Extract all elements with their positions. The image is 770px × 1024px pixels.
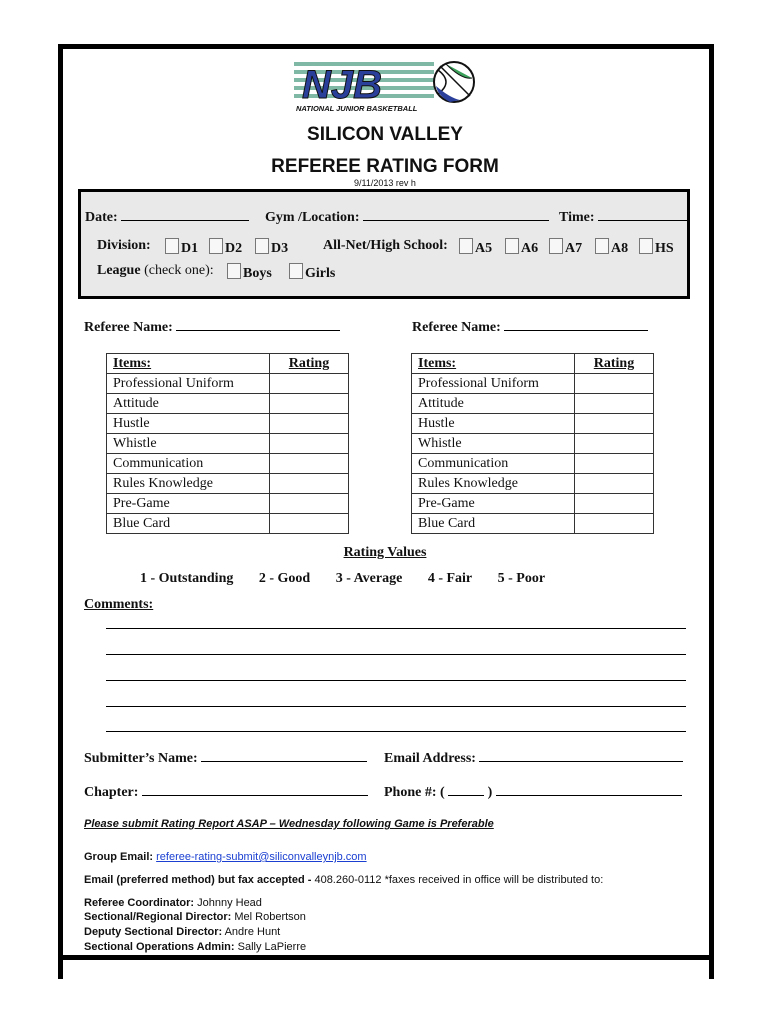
checkbox[interactable] (289, 263, 303, 279)
item-blue-card: Blue Card (107, 514, 270, 534)
bottom-rule (58, 955, 714, 960)
allnet-option-hs[interactable]: HS (639, 238, 674, 257)
item-communication: Communication (107, 454, 270, 474)
rating-cell[interactable] (575, 494, 654, 514)
email-preferred-label: Email (preferred method) but fax accepted - (84, 874, 312, 886)
date-field[interactable] (121, 208, 249, 221)
item-communication: Communication (412, 454, 575, 474)
rating-cell[interactable] (270, 514, 349, 534)
allnet-option-a7[interactable]: A7 (549, 238, 582, 257)
item-hustle: Hustle (107, 414, 270, 434)
contact-referee-coordinator: Referee Coordinator: Johnny Head (84, 897, 262, 909)
referee-name-label-2: Referee Name: (412, 320, 501, 335)
phone-label: Phone #: (384, 785, 437, 800)
item-whistle: Whistle (412, 434, 575, 454)
contact-sectional-director: Sectional/Regional Director: Mel Robertson (84, 911, 306, 923)
checkbox[interactable] (255, 238, 269, 254)
rating-cell[interactable] (270, 374, 349, 394)
rating-cell[interactable] (270, 494, 349, 514)
checkbox[interactable] (459, 238, 473, 254)
rating-table-1 (106, 353, 349, 534)
allnet-label: All-Net/High School: (323, 238, 448, 253)
checkbox[interactable] (549, 238, 563, 254)
comment-line[interactable] (106, 628, 686, 629)
rating-cell[interactable] (270, 434, 349, 454)
comment-line[interactable] (106, 706, 686, 707)
item-pre-game: Pre-Game (107, 494, 270, 514)
fax-info: 408.260-0112 *faxes received in office will be distributed to: (314, 874, 604, 886)
rating-header: Rating (270, 354, 349, 374)
chapter-field[interactable] (142, 783, 368, 796)
group-email-link[interactable]: referee-rating-submit@siliconvalleynjb.com (156, 851, 367, 863)
rating-value-4: 4 - Fair (427, 571, 473, 586)
allnet-option-a8[interactable]: A8 (595, 238, 628, 257)
league-option-girls[interactable]: Girls (289, 263, 335, 282)
gym-label: Gym /Location: (265, 210, 360, 225)
item-hustle: Hustle (412, 414, 575, 434)
checkbox[interactable] (595, 238, 609, 254)
rating-cell[interactable] (575, 434, 654, 454)
submitter-name-label: Submitter’s Name: (84, 751, 198, 766)
referee-name-field-2[interactable] (504, 318, 648, 331)
rating-cell[interactable] (270, 394, 349, 414)
rating-cell[interactable] (575, 474, 654, 494)
title-silicon-valley: SILICON VALLEY (307, 124, 463, 145)
item-professional-uniform: Professional Uniform (107, 374, 270, 394)
svg-text:NATIONAL JUNIOR BASKETBALL: NATIONAL JUNIOR BASKETBALL (296, 104, 418, 113)
phone-paren-close: ) (487, 785, 493, 800)
submit-note: Please submit Rating Report ASAP – Wednesday following Game is Preferable (84, 818, 494, 830)
rating-values-list (140, 571, 567, 587)
rating-value-5: 5 - Poor (497, 571, 546, 586)
contact-deputy-director: Deputy Sectional Director: Andre Hunt (84, 926, 281, 938)
item-attitude: Attitude (412, 394, 575, 414)
rating-value-2: 2 - Good (258, 571, 311, 586)
time-field[interactable] (598, 208, 688, 221)
division-label: Division: (97, 238, 151, 253)
item-professional-uniform: Professional Uniform (412, 374, 575, 394)
rating-header: Rating (575, 354, 654, 374)
comment-line[interactable] (106, 731, 686, 732)
rating-cell[interactable] (575, 394, 654, 414)
checkbox[interactable] (639, 238, 653, 254)
phone-area-code-field[interactable] (448, 783, 484, 796)
division-option-d1[interactable]: D1 (165, 238, 198, 257)
item-blue-card: Blue Card (412, 514, 575, 534)
checkbox[interactable] (505, 238, 519, 254)
referee-name-label-1: Referee Name: (84, 320, 173, 335)
rating-cell[interactable] (575, 514, 654, 534)
division-option-d2[interactable]: D2 (209, 238, 242, 257)
revision-label: 9/11/2013 rev h (354, 178, 416, 188)
allnet-option-a5[interactable]: A5 (459, 238, 492, 257)
rating-cell[interactable] (575, 374, 654, 394)
chapter-label: Chapter: (84, 785, 139, 800)
comment-line[interactable] (106, 654, 686, 655)
rating-value-1: 1 - Outstanding (140, 571, 234, 586)
phone-number-field[interactable] (496, 783, 682, 796)
division-option-d3[interactable]: D3 (255, 238, 288, 257)
allnet-option-a6[interactable]: A6 (505, 238, 538, 257)
phone-paren-open: ( (440, 785, 445, 800)
items-header: Items: (107, 354, 270, 374)
league-option-boys[interactable]: Boys (227, 263, 272, 282)
rating-cell[interactable] (575, 454, 654, 474)
group-email-label: Group Email: (84, 851, 154, 863)
title-referee-rating-form: REFEREE RATING FORM (271, 156, 499, 177)
time-label: Time: (559, 210, 595, 225)
comments-label: Comments: (84, 597, 154, 612)
checkbox[interactable] (209, 238, 223, 254)
njb-logo (290, 58, 480, 116)
checkbox[interactable] (165, 238, 179, 254)
item-whistle: Whistle (107, 434, 270, 454)
league-hint: (check one): (144, 263, 214, 278)
rating-cell[interactable] (270, 454, 349, 474)
email-address-label: Email Address: (384, 751, 476, 766)
email-address-field[interactable] (479, 749, 683, 762)
league-label: League (97, 263, 141, 278)
referee-name-field-1[interactable] (176, 318, 340, 331)
item-attitude: Attitude (107, 394, 270, 414)
contact-operations-admin: Sectional Operations Admin: Sally LaPierre (84, 941, 307, 953)
svg-text:NJB: NJB (302, 63, 383, 107)
rating-value-3: 3 - Average (335, 571, 403, 586)
comment-line[interactable] (106, 680, 686, 681)
date-label: Date: (85, 210, 118, 225)
rating-cell[interactable] (270, 474, 349, 494)
item-rules-knowledge: Rules Knowledge (107, 474, 270, 494)
rating-cell[interactable] (575, 414, 654, 434)
rating-cell[interactable] (270, 414, 349, 434)
rating-table-2 (411, 353, 654, 534)
item-pre-game: Pre-Game (412, 494, 575, 514)
gym-location-field[interactable] (363, 208, 549, 221)
rating-values-title: Rating Values (343, 545, 427, 560)
event-info-box (78, 189, 690, 299)
item-rules-knowledge: Rules Knowledge (412, 474, 575, 494)
submitter-name-field[interactable] (201, 749, 367, 762)
checkbox[interactable] (227, 263, 241, 279)
items-header: Items: (412, 354, 575, 374)
